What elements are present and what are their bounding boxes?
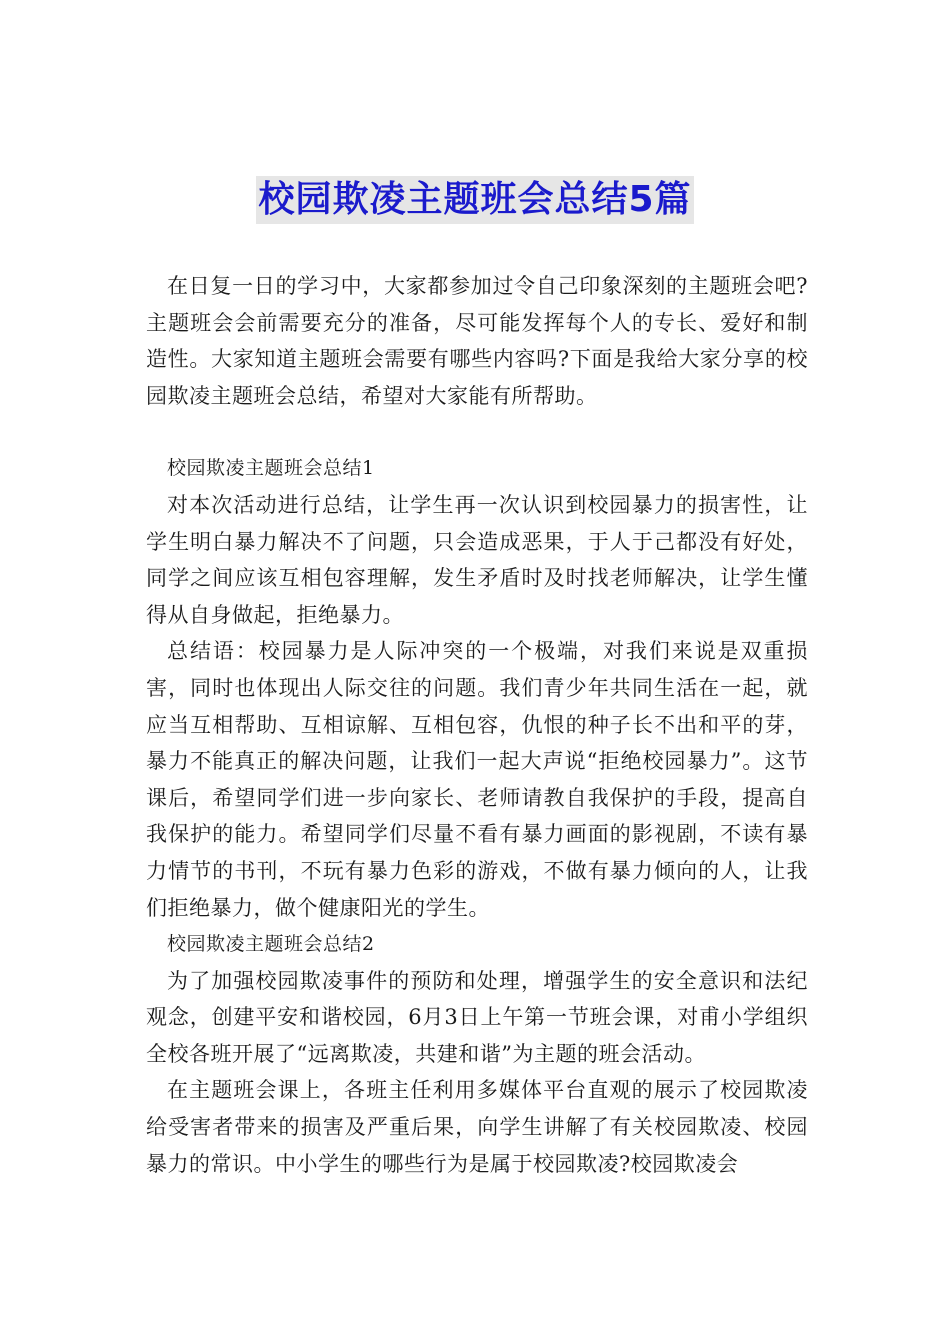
section-heading-1: 校园欺凌主题班会总结1 bbox=[167, 457, 375, 480]
intro-paragraph: 在日复一日的学习中，大家都参加过令自己印象深刻的主题班会吧?主题班会会前需要充分的准备，尽可能发挥每个人的专长、爱好和制造性。大家知道主题班会需要有哪些内容吗?下面是我给大家分享的校园欺凌主题班会总结，希望对大家能有所帮助。 bbox=[146, 274, 808, 408]
section-2-paragraph-2: 在主题班会课上，各班主任利用多媒体平台直观的展示了校园欺凌给受害者带来的损害及严重后果，向学生讲解了有关校园欺凌、校园暴力的常识。中小学生的哪些行为是属于校园欺凌?校园欺凌会 bbox=[146, 1078, 808, 1176]
title-wrapper bbox=[0, 176, 950, 224]
document-title: 校园欺凌主题班会总结5篇 bbox=[256, 176, 693, 224]
document-body bbox=[146, 268, 808, 1182]
section-1-paragraph-1: 对本次活动进行总结，让学生再一次认识到校园暴力的损害性，让学生明白暴力解决不了问题，只会造成恶果，于人于己都没有好处，同学之间应该互相包容理解，发生矛盾时及时找老师解决，让学生懂得从自身做起，拒绝暴力。 bbox=[146, 492, 808, 627]
paragraph-spacer bbox=[146, 414, 808, 450]
section-heading-2: 校园欺凌主题班会总结2 bbox=[167, 933, 375, 956]
section-2-paragraph-1: 为了加强校园欺凌事件的预防和处理，增强学生的安全意识和法纪观念，创建平安和谐校园，6月3日上午第一节班会课，对甫小学组织全校各班开展了“远离欺凌，共建和谐”为主题的班会活动。 bbox=[146, 968, 808, 1066]
section-1-paragraph-2: 总结语：校园暴力是人际冲突的一个极端，对我们来说是双重损害，同时也体现出人际交往的问题。我们青少年共同生活在一起，就应当互相帮助、互相谅解、互相包容，仇恨的种子长不出和平的芽，暴力不能真正的解决问题，让我们一起大声说“拒绝校园暴力”。这节课后，希望同学们进一步向家长、老师请教自我保护的手段，提高自我保护的能力。希望同学们尽量不看有暴力画面的影视剧，不读有暴力情节的书刊，不玩有暴力色彩的游戏，不做有暴力倾向的人，让我们拒绝暴力，做个健康阳光的学生。 bbox=[146, 639, 808, 920]
